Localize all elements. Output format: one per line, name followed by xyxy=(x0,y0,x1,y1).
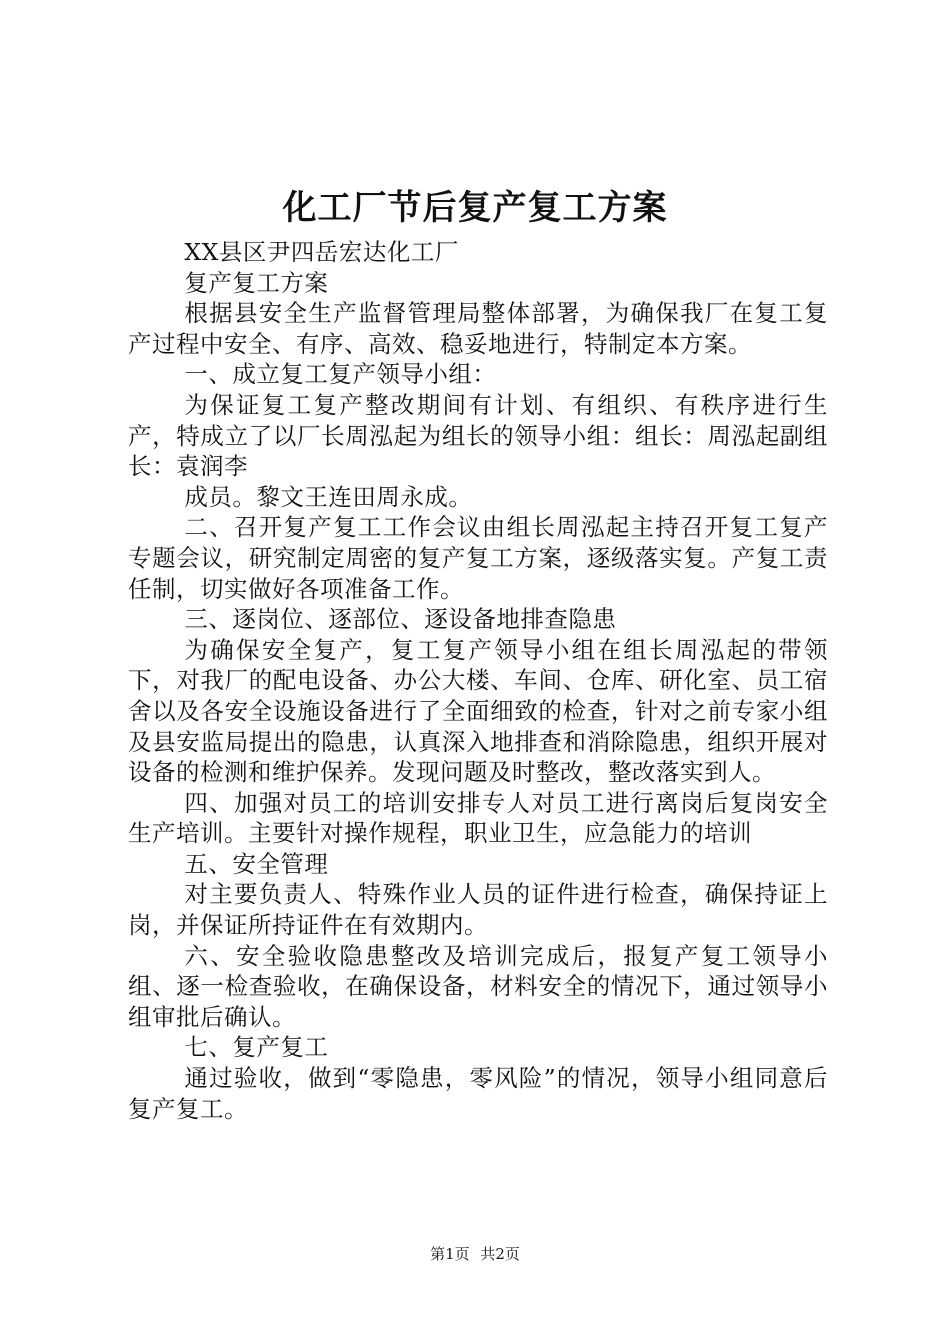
page-number: 第1页 xyxy=(430,1245,470,1263)
section-heading-1: 一、成立复工复产领导小组： xyxy=(184,360,497,389)
plan-subtitle: 复产复工方案 xyxy=(184,268,329,297)
body-paragraph: 为保证复工复产整改期间有计划、有组织、有秩序进行生产，特成立了以厂长周泓起为组长的领导小组：组长：周泓起副组长：袁润李 xyxy=(128,390,828,481)
page-footer xyxy=(0,1244,950,1264)
section-heading-7: 七、复产复工 xyxy=(184,1033,329,1062)
body-paragraph: 成员。黎文王连田周永成。 xyxy=(184,482,473,511)
body-paragraph: 对主要负责人、特殊作业人员的证件进行检查，确保持证上岗，并保证所持证件在有效期内。 xyxy=(128,880,828,940)
body-paragraph: 为确保安全复产，复工复产领导小组在组长周泓起的带领下，对我厂的配电设备、办公大楼、车间、仓库、研化室、员工宿舍以及各安全设施设备进行了全面细致的检查，针对之前专家小组及县安监局提出的隐患，认真深入地排查和消除隐患，组织开展对设备的检测和维护保养。发现问题及时整改，整改落实到人。 xyxy=(128,635,828,787)
body-paragraph: 根据县安全生产监督管理局整体部署，为确保我厂在复工复产过程中安全、有序、高效、稳妥地进行，特制定本方案。 xyxy=(128,299,828,358)
section-heading-2: 二、召开复产复工工作会议由组长周泓起主持召开复工复产专题会议，研究制定周密的复产复工方案，逐级落实复。产复工责任制，切实做好各项准备工作。 xyxy=(128,513,828,603)
section-heading-4: 四、加强对员工的培训安排专人对员工进行离岗后复岗安全生产培训。主要针对操作规程，职业卫生，应急能力的培训 xyxy=(128,788,828,848)
section-heading-5: 五、安全管理 xyxy=(184,849,329,878)
document-body xyxy=(128,237,828,1124)
section-heading-3: 三、逐岗位、逐部位、逐设备地排查隐患 xyxy=(184,605,617,634)
company-name: XX县区尹四岳宏达化工厂 xyxy=(184,238,459,266)
document-title: 化工厂节后复产复工方案 xyxy=(282,188,668,228)
page-total: 共2页 xyxy=(480,1245,520,1263)
section-heading-6: 六、安全验收隐患整改及培训完成后，报复产复工领导小组、逐一检查验收，在确保设备，材料安全的情况下，通过领导小组审批后确认。 xyxy=(128,941,828,1031)
body-paragraph: 通过验收，做到“零隐患，零风险”的情况，领导小组同意后复产复工。 xyxy=(128,1064,828,1123)
